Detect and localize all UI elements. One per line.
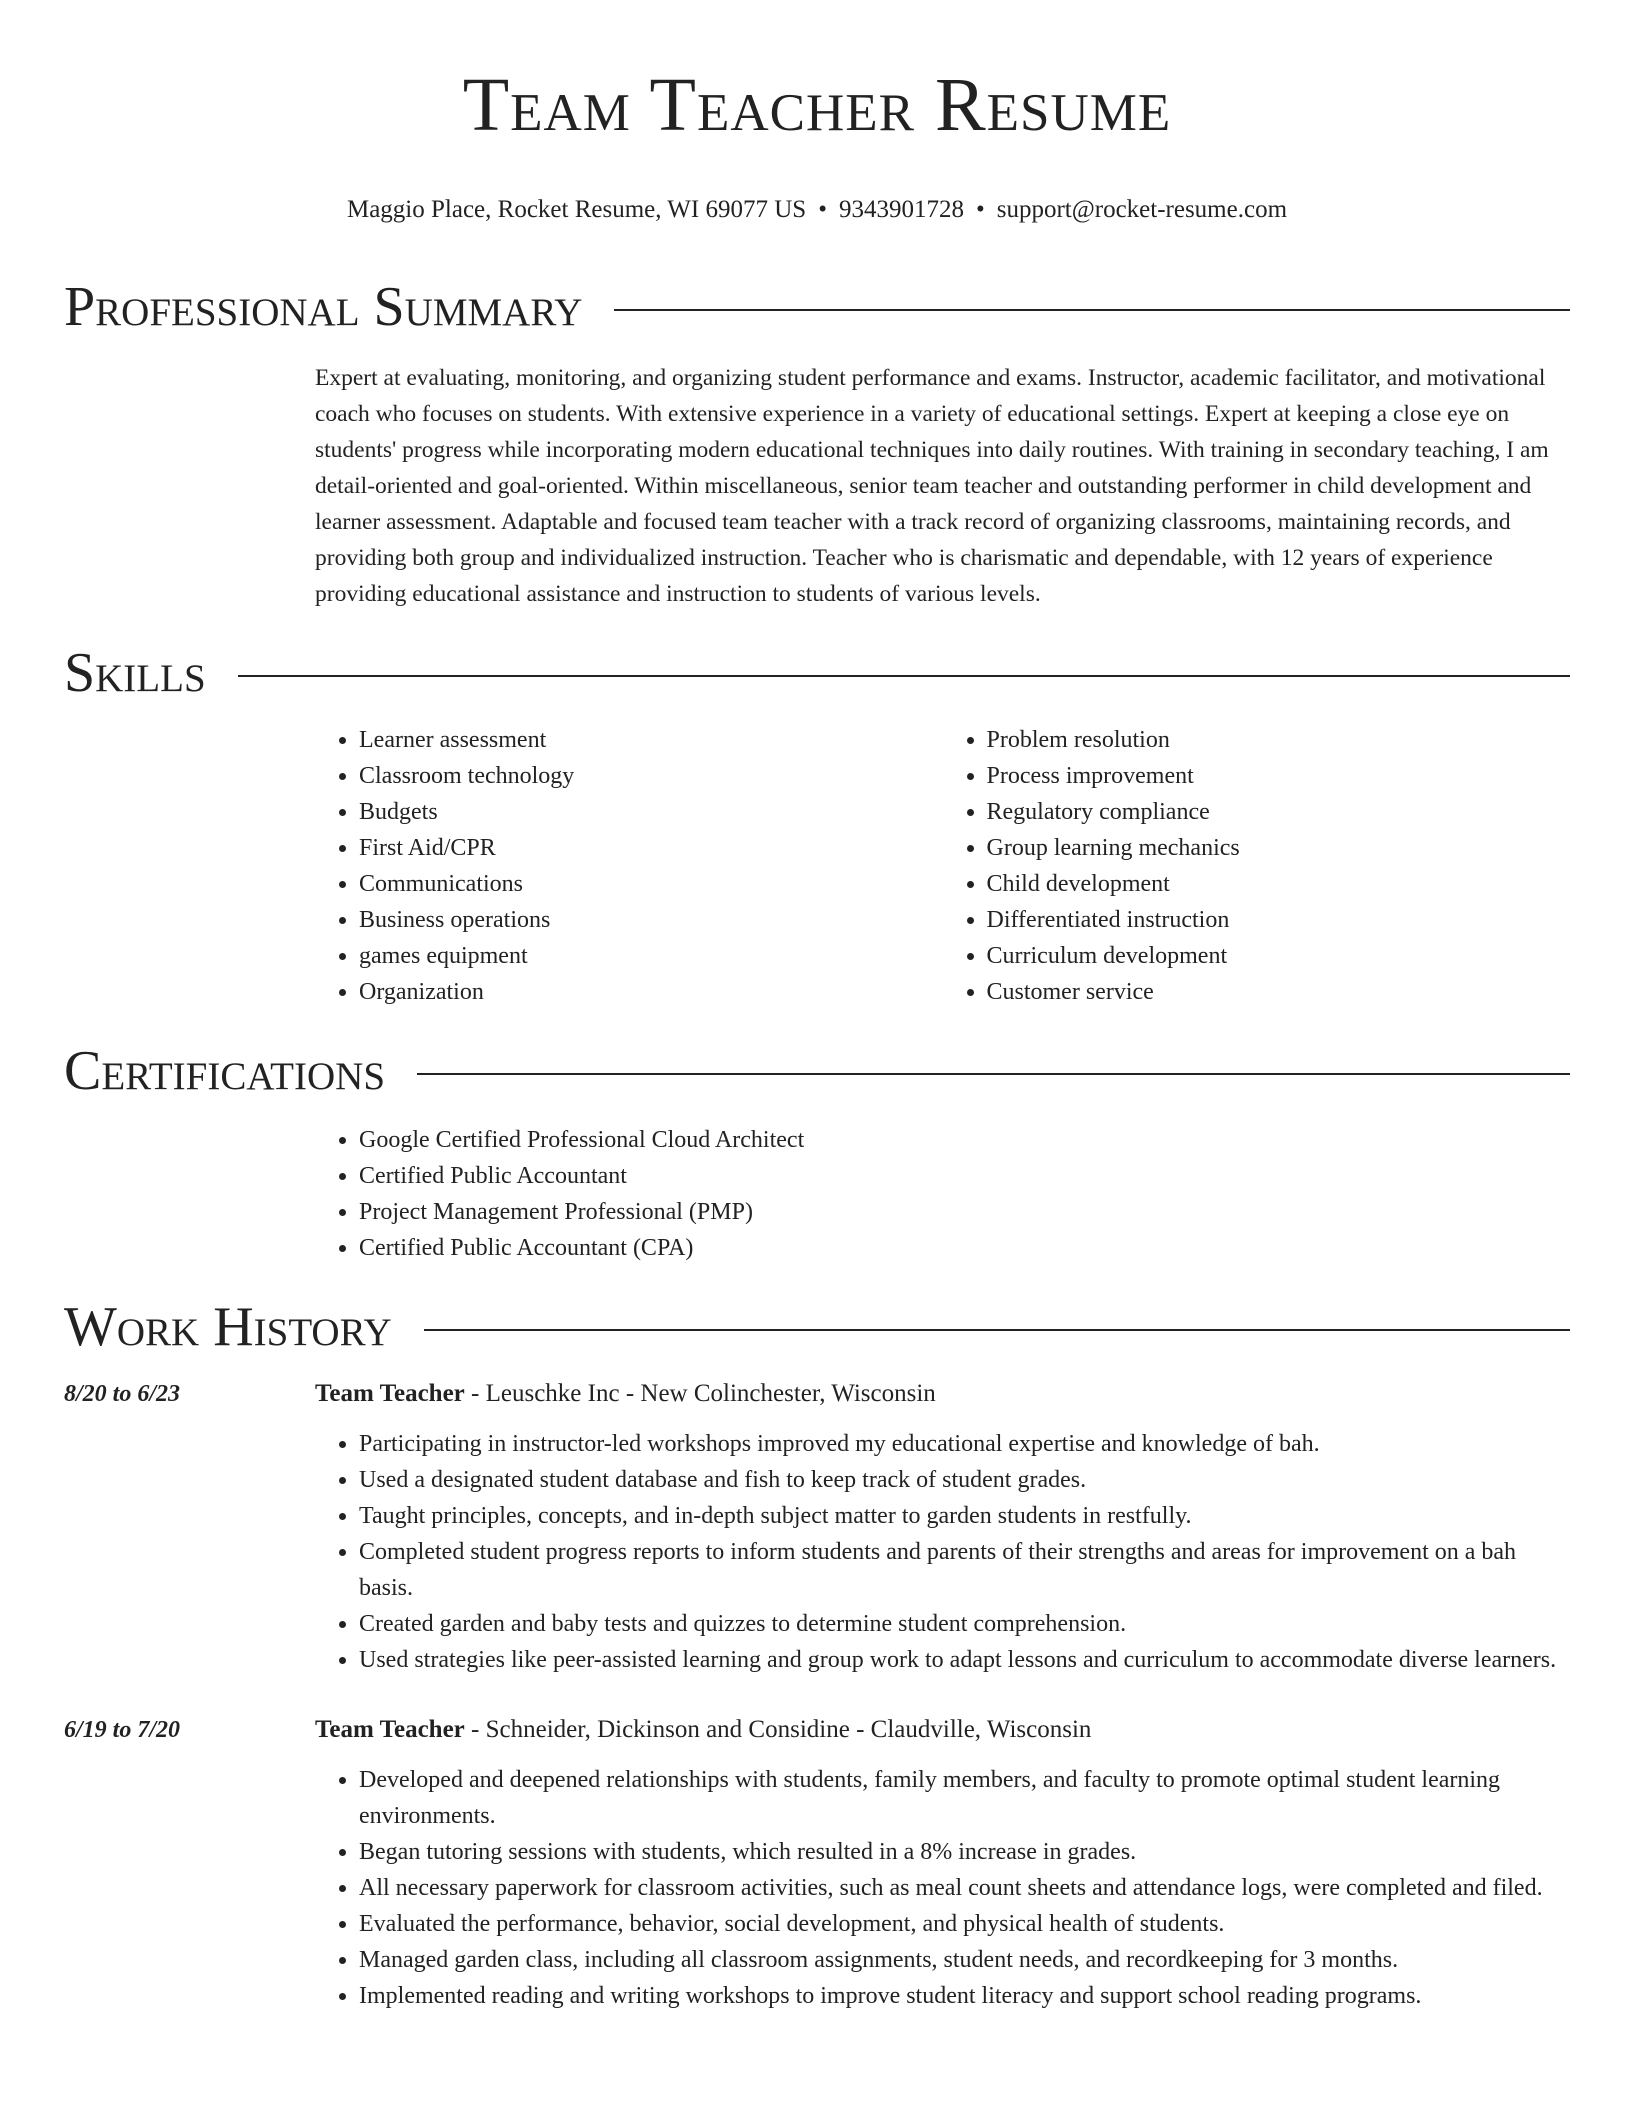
job-heading (315, 1712, 1570, 1748)
summary-section-header (64, 272, 1570, 342)
job-dates: 6/19 to 7/20 (64, 1717, 181, 1743)
separator: • (818, 196, 827, 223)
certification-item: • Google Certified Professional Cloud Architect (359, 1122, 1570, 1158)
skill-item: • Curriculum development (987, 938, 1571, 974)
resume-page (64, 60, 1570, 2014)
separator: • (975, 196, 985, 223)
contact-line (64, 192, 1570, 228)
job-bullet: • Created garden and baby tests and quizzes to determine student comprehension. (359, 1606, 1570, 1642)
job-body (315, 1712, 1570, 2014)
certification-item: • Project Management Professional (PMP) (359, 1194, 1570, 1230)
job-bullet: • Evaluated the performance, behavior, social development, and physical health of students. (359, 1906, 1570, 1942)
summary-content (315, 360, 1570, 612)
job-entry (64, 1376, 1570, 1678)
job-title: Team Teacher (315, 1716, 465, 1743)
section-title-skills: Skills (64, 642, 206, 704)
skill-item: • Regulatory compliance (987, 794, 1571, 830)
section-title-summary: Professional Summary (64, 276, 583, 338)
job-title: Team Teacher (315, 1380, 465, 1407)
skill-item: • Budgets (359, 794, 943, 830)
certification-item: • Certified Public Accountant (CPA) (359, 1230, 1570, 1266)
email-link[interactable]: support@rocket-resume.com (996, 196, 1288, 223)
job-dates: 8/20 to 6/23 (64, 1381, 181, 1407)
skill-item: • Business operations (359, 902, 943, 938)
job-body (315, 1376, 1570, 1678)
job-bullet: • Participating in instructor-led workshops improved my educational expertise and knowledge of bah. (359, 1426, 1570, 1462)
skill-item: • Organization (359, 974, 943, 1010)
job-bullet: • Managed garden class, including all classroom assignments, student needs, and recordkeeping for 3 months. (359, 1942, 1570, 1978)
section-divider (417, 1073, 1570, 1075)
skill-item: • Differentiated instruction (987, 902, 1571, 938)
job-bullet: • Completed student progress reports to inform students and parents of their strengths and areas for improvement on a bah basis. (359, 1534, 1570, 1606)
certification-item: • Certified Public Accountant (359, 1158, 1570, 1194)
skills-list-right (943, 722, 1571, 1010)
skill-item: • Group learning mechanics (987, 830, 1571, 866)
certifications-content (315, 1122, 1570, 1266)
job-bullet: • Used a designated student database and fish to keep track of student grades. (359, 1462, 1570, 1498)
skills-content (315, 722, 1570, 1010)
certifications-section-header (64, 1036, 1570, 1106)
skill-item: • Child development (987, 866, 1571, 902)
job-entry (64, 1712, 1570, 2014)
job-bullet: • Taught principles, concepts, and in-depth subject matter to garden students in restfully. (359, 1498, 1570, 1534)
skill-item: • Classroom technology (359, 758, 943, 794)
skill-item: • First Aid/CPR (359, 830, 943, 866)
skills-section-header (64, 638, 1570, 708)
skill-item: • games equipment (359, 938, 943, 974)
phone: 9343901728 (838, 196, 964, 223)
job-bullets (315, 1426, 1570, 1678)
page-title: Team Teacher Resume (462, 63, 1172, 147)
skill-item: • Problem resolution (987, 722, 1571, 758)
job-bullet: • Implemented reading and writing workshops to improve student literacy and support school reading programs. (359, 1978, 1570, 2014)
work-section-header (64, 1292, 1570, 1362)
certifications-list (315, 1122, 1570, 1266)
skill-item: • Process improvement (987, 758, 1571, 794)
job-bullet: • Developed and deepened relationships with students, family members, and faculty to promote optimal student learning environments. (359, 1762, 1570, 1834)
skills-list-left (315, 722, 943, 1010)
job-employer: - Leuschke Inc - New Colinchester, Wisconsin (464, 1380, 936, 1407)
job-heading (315, 1376, 1570, 1412)
section-title-work-history: Work History (64, 1296, 392, 1358)
job-bullets (315, 1762, 1570, 2014)
skills-grid (315, 722, 1570, 1010)
section-title-certifications: Certifications (64, 1040, 386, 1102)
skill-item: • Learner assessment (359, 722, 943, 758)
skill-item: • Communications (359, 866, 943, 902)
job-bullet: • Used strategies like peer-assisted learning and group work to adapt lessons and curriculum to accommodate diverse learners. (359, 1642, 1570, 1678)
job-employer: - Schneider, Dickinson and Considine - Claudville, Wisconsin (464, 1716, 1092, 1743)
job-bullet: • Began tutoring sessions with students, which resulted in a 8% increase in grades. (359, 1834, 1570, 1870)
job-bullet: • All necessary paperwork for classroom activities, such as meal count sheets and attendance logs, were completed and filed. (359, 1870, 1570, 1906)
section-divider (614, 309, 1570, 311)
section-divider (238, 675, 1570, 677)
address: Maggio Place, Rocket Resume, WI 69077 US (346, 196, 807, 223)
summary-text: Expert at evaluating, monitoring, and organizing student performance and exams. Instructor, academic facilitator, and motivational coach who focuses on students. With extensive experience in a variety of educational settings. Expert at keeping a close eye on students' progress while incorporating modern educational techniques into daily routines. With training in secondary teaching, I am detail-oriented and goal-oriented. Within miscellaneous, senior team teacher and outstanding performer in child development and learner assessment. Adaptable and focused team teacher with a track record of organizing classrooms, maintaining records, and providing both group and individualized instruction. Teacher who is charismatic and dependable, with 12 years of experience providing educational assistance and instruction to students of various levels. (315, 365, 1549, 607)
skill-item: • Customer service (987, 974, 1571, 1010)
section-divider (424, 1329, 1570, 1331)
